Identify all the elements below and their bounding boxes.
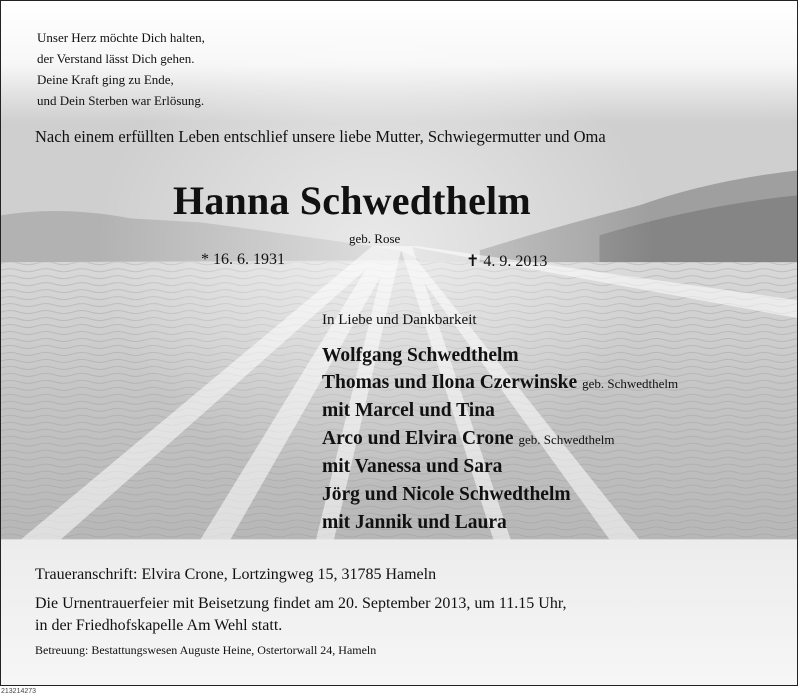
ceremony-line: in der Friedhofskapelle Am Wehl statt. xyxy=(35,617,283,634)
birth-date: * 16. 6. 1931 xyxy=(201,251,285,268)
mourner-name: mit Vanessa und Sara xyxy=(322,456,503,477)
poem-line: der Verstand lässt Dich gehen. xyxy=(37,51,195,66)
mourner-line xyxy=(322,484,571,506)
mourner-name: Arco und Elvira Crone xyxy=(322,428,514,449)
reference-code: 213214273 xyxy=(1,688,37,695)
mourner-line xyxy=(322,372,678,394)
mourner-name: mit Jannik und Laura xyxy=(322,512,507,533)
intro-text: Nach einem erfüllten Leben entschlief unsere liebe Mutter, Schwiegermutter und Oma xyxy=(35,127,606,146)
mourner-line xyxy=(322,428,615,450)
mourner-line xyxy=(322,400,495,422)
deceased-name: Hanna Schwedthelm xyxy=(173,178,531,223)
ceremony-line: Die Urnentrauerfeier mit Beisetzung findet am 20. September 2013, um 11.15 Uhr, xyxy=(35,595,567,612)
mourning-address: Traueranschrift: Elvira Crone, Lortzingweg 15, 31785 Hameln xyxy=(35,566,437,583)
mourner-line xyxy=(322,456,502,478)
born-name: geb. Rose xyxy=(349,231,401,246)
mourner-line xyxy=(322,345,519,367)
mourner-line xyxy=(322,512,507,534)
mourner-name: Jörg und Nicole Schwedthelm xyxy=(322,484,571,505)
poem-line: und Dein Sterben war Erlösung. xyxy=(37,93,205,108)
mourner-name: Wolfgang Schwedthelm xyxy=(322,345,519,366)
mourners-heading: In Liebe und Dankbarkeit xyxy=(322,312,477,328)
death-date: ✝ 4. 9. 2013 xyxy=(466,253,548,270)
mourner-note: geb. Schwedthelm xyxy=(582,376,679,391)
poem-line: Deine Kraft ging zu Ende, xyxy=(37,72,174,87)
mourner-name: Thomas und Ilona Czerwinske xyxy=(322,372,578,393)
poem-line: Unser Herz möchte Dich halten, xyxy=(37,30,205,45)
funeral-home-note: Betreuung: Bestattungswesen Auguste Heine, Ostertorwall 24, Hameln xyxy=(35,643,377,657)
mourner-name: mit Marcel und Tina xyxy=(322,400,495,421)
mourner-note: geb. Schwedthelm xyxy=(518,432,615,447)
